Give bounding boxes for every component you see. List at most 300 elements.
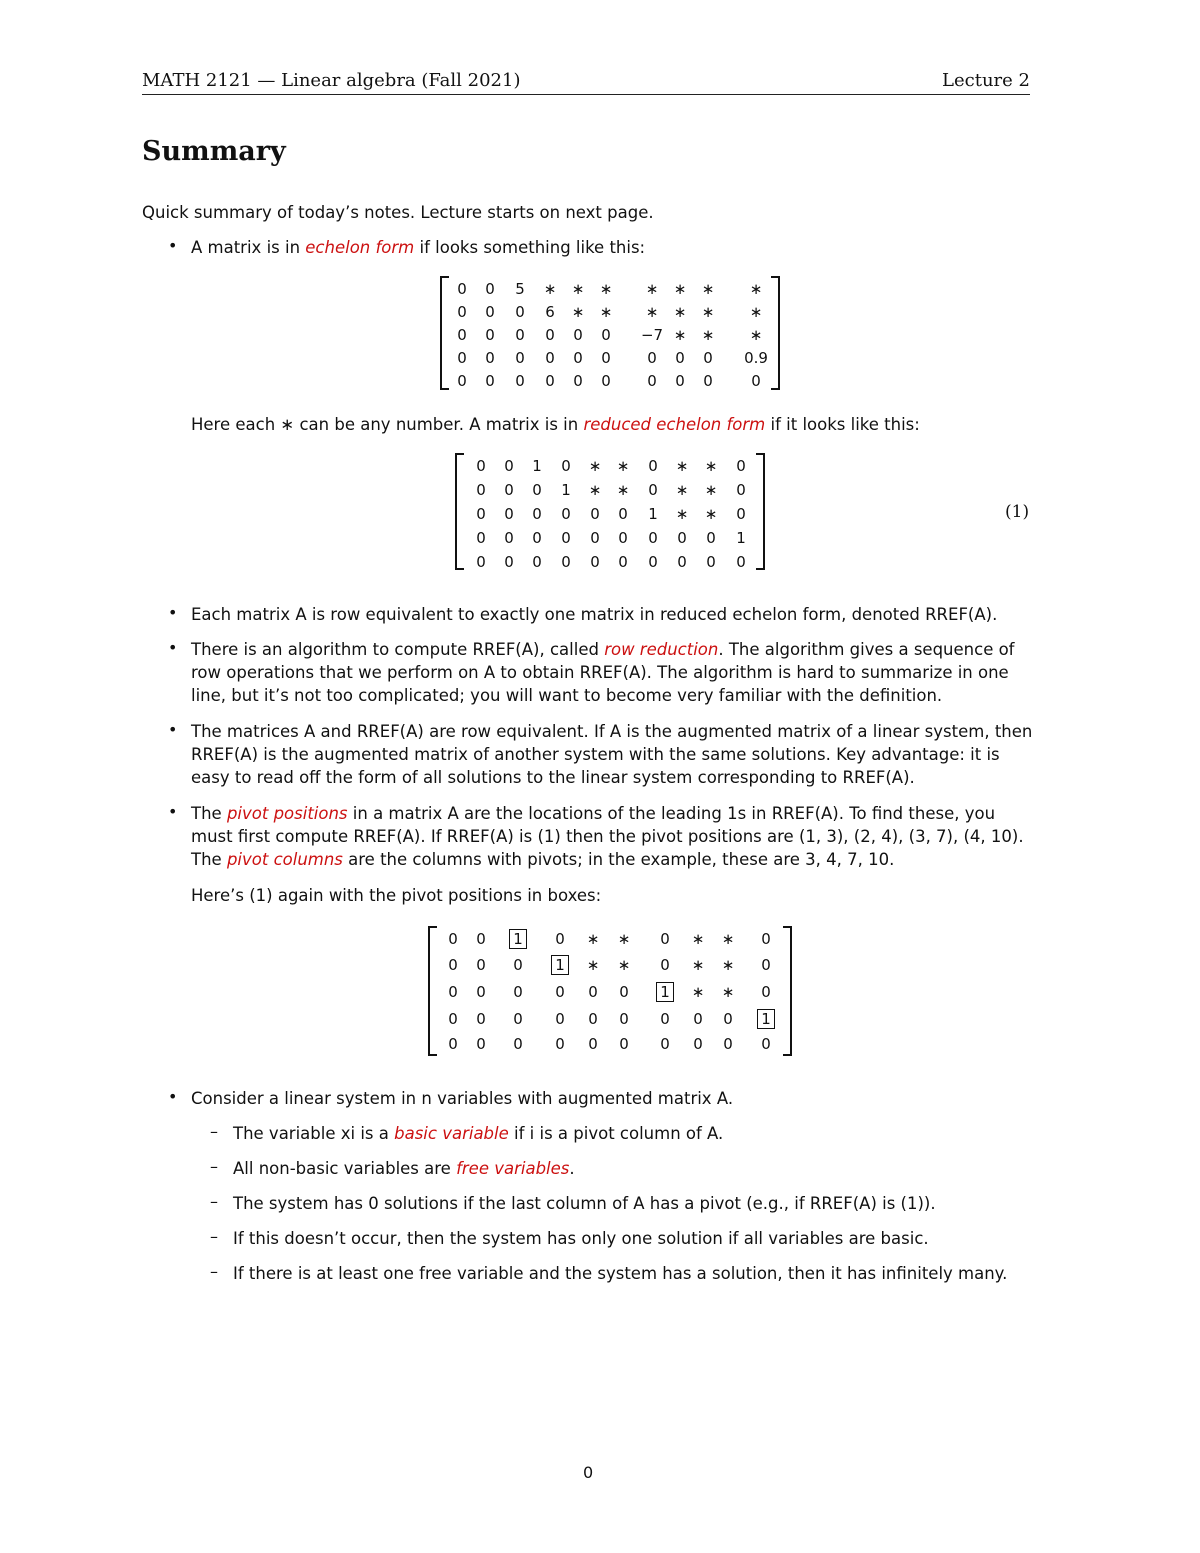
matrix-cell-value: 0 (476, 956, 486, 974)
matrix-cell (683, 1010, 713, 1028)
matrix-cell (726, 457, 756, 475)
matrix-cell-value: 0 (485, 303, 495, 321)
matrix-cell-value: 0 (513, 983, 523, 1001)
bullet-icon: • (168, 802, 178, 821)
matrix-cell-value: 0 (457, 326, 467, 344)
bullet-icon: • (168, 720, 178, 739)
matrix-cell-value: 0 (457, 349, 467, 367)
matrix-cell-value: ∗ (616, 457, 630, 475)
matrix-cell-value: 0 (619, 983, 629, 1001)
again-text: Here’s (1) again with the pivot positions in boxes: (191, 886, 602, 905)
matrix-cell-value: 0 (619, 1010, 629, 1028)
matrix-cell (665, 326, 695, 344)
matrix-cell (545, 930, 575, 948)
matrix-cell-value: 0 (675, 349, 685, 367)
matrix-cell (667, 505, 697, 523)
matrix-cell-value: 0 (660, 1010, 670, 1028)
bullet-echelon-post: if looks something like this: (414, 238, 646, 257)
matrix-cell (466, 983, 496, 1001)
matrix-cell (438, 1010, 468, 1028)
matrix-cell-value: ∗ (673, 326, 687, 344)
matrix-cell-value: 0 (513, 956, 523, 974)
matrix-cell (665, 280, 695, 298)
matrix-cell-value: 0 (693, 1035, 703, 1053)
matrix-cell-value: 1 (561, 481, 571, 499)
matrix-cell (578, 983, 608, 1001)
lecture-label: Lecture 2 (942, 70, 1030, 91)
matrix-cell-value: 0 (448, 930, 458, 948)
matrix-cell (466, 930, 496, 948)
matrix-cell-value: 0 (457, 280, 467, 298)
matrix-bracket-left (455, 453, 464, 570)
matrix-cell (522, 553, 552, 571)
matrix-cell-value: 0 (618, 553, 628, 571)
term-reduced-echelon-form: reduced echelon form (583, 415, 766, 434)
matrix-cell (637, 280, 667, 298)
matrix-cell-value: 0 (648, 529, 658, 547)
matrix-cell (580, 553, 610, 571)
matrix-cell (466, 529, 496, 547)
matrix-cell (447, 280, 477, 298)
matrix-cell-value: 5 (515, 280, 525, 298)
matrix-cell (683, 1035, 713, 1053)
matrix-cell-value: 0 (515, 303, 525, 321)
matrix-cell (466, 505, 496, 523)
matrix-cell-value: 0 (504, 457, 514, 475)
matrix-cell-value: 0.9 (744, 349, 768, 367)
matrix-cell (696, 457, 726, 475)
matrix-cell-value: ∗ (749, 280, 763, 298)
matrix-cell (683, 983, 713, 1001)
matrix-cell (563, 280, 593, 298)
matrix-cell-value: ∗ (617, 930, 631, 948)
matrix-cell-value: ∗ (588, 457, 602, 475)
matrix-cell-value: 0 (448, 956, 458, 974)
sub-free-variables (233, 1157, 1033, 1180)
matrix-cell (741, 303, 771, 321)
matrix-cell-value: ∗ (645, 303, 659, 321)
matrix-cell-value: 0 (485, 349, 495, 367)
term-pivot-columns: pivot columns (226, 850, 343, 869)
matrix-cell-value: 0 (648, 553, 658, 571)
matrix-cell (726, 553, 756, 571)
matrix-cell (494, 529, 524, 547)
after-matrix1-text (191, 413, 1036, 436)
matrix-cell-value: 1 (551, 955, 569, 975)
matrix-cell (726, 481, 756, 499)
matrix-cell-value: ∗ (645, 280, 659, 298)
matrix-cell-value: 0 (545, 372, 555, 390)
sub2-post: . (569, 1159, 575, 1178)
matrix-cell-value: ∗ (701, 303, 715, 321)
matrix-cell (591, 326, 621, 344)
matrix-cell-value: 0 (513, 1035, 523, 1053)
matrix-cell-value: ∗ (704, 505, 718, 523)
matrix-cell-value: 0 (761, 983, 771, 1001)
matrix-cell-value: 0 (601, 372, 611, 390)
matrix-cell (535, 303, 565, 321)
matrix-cell (696, 481, 726, 499)
matrix-cell (693, 326, 723, 344)
matrix-cell-value: 0 (660, 930, 670, 948)
matrix-cell (438, 930, 468, 948)
matrix-cell-value: 0 (736, 457, 746, 475)
matrix-cell (551, 553, 581, 571)
matrix-cell (503, 930, 533, 948)
matrix-cell-value: 0 (693, 1010, 703, 1028)
matrix-cell (494, 505, 524, 523)
matrix-cell-value: 0 (573, 349, 583, 367)
bullet-pivot-post: are the columns with pivots; in the example, these are 3, 4, 7, 10. (342, 850, 895, 869)
matrix-cell (683, 956, 713, 974)
matrix-cell (637, 303, 667, 321)
matrix-bracket-right (783, 926, 792, 1056)
matrix-cell (683, 930, 713, 948)
matrix-cell-value: 0 (647, 372, 657, 390)
matrix-cell-value: 0 (618, 529, 628, 547)
matrix-cell-value: 1 (648, 505, 658, 523)
matrix-cell (578, 930, 608, 948)
matrix-cell (578, 1035, 608, 1053)
matrix-cell-value: 1 (656, 982, 674, 1002)
matrix-cell-value: ∗ (673, 303, 687, 321)
matrix-cell-value: 0 (703, 372, 713, 390)
matrix-cell (665, 303, 695, 321)
matrix-cell (522, 457, 552, 475)
matrix-cell (447, 326, 477, 344)
matrix-cell-value: 0 (476, 1035, 486, 1053)
matrix-cell (667, 529, 697, 547)
matrix-cell (713, 1010, 743, 1028)
matrix-cell (563, 349, 593, 367)
matrix-cell-value: 0 (761, 1035, 771, 1053)
matrix-cell (475, 349, 505, 367)
matrix-cell-value: 0 (485, 372, 495, 390)
matrix-cell (741, 280, 771, 298)
sub-infinitely-many: If there is at least one free variable and the system has a solution, then it has infinitely many. (233, 1264, 1008, 1283)
matrix-cell-value: 0 (588, 1035, 598, 1053)
bullet-echelon-pre: A matrix is in (191, 238, 306, 257)
matrix-bracket-right (756, 453, 765, 570)
matrix-cell (751, 956, 781, 974)
matrix-cell-value: 0 (457, 303, 467, 321)
matrix-cell-value: 0 (513, 1010, 523, 1028)
matrix-cell (650, 1010, 680, 1028)
dash-icon: – (210, 1227, 218, 1246)
matrix-cell-value: 0 (590, 529, 600, 547)
term-basic-variable: basic variable (394, 1124, 509, 1143)
matrix-cell (505, 303, 535, 321)
matrix-cell-value: 0 (648, 457, 658, 475)
matrix-cell-value: ∗ (701, 280, 715, 298)
matrix-cell (696, 553, 726, 571)
matrix-cell-value: ∗ (543, 280, 557, 298)
matrix-cell (591, 303, 621, 321)
matrix-cell-value: ∗ (599, 280, 613, 298)
matrix-cell-value: 0 (573, 372, 583, 390)
bullet-icon: • (168, 236, 178, 255)
matrix-cell (563, 326, 593, 344)
matrix-cell (591, 280, 621, 298)
matrix-cell-value: 0 (504, 505, 514, 523)
matrix-cell (637, 349, 667, 367)
matrix-cell (713, 930, 743, 948)
matrix-cell (608, 505, 638, 523)
matrix-cell (551, 481, 581, 499)
matrix-cell (475, 303, 505, 321)
matrix-cell-value: ∗ (749, 326, 763, 344)
matrix-cell-value: ∗ (616, 481, 630, 499)
matrix-cell (638, 529, 668, 547)
header-rule (142, 94, 1030, 95)
matrix-cell (494, 481, 524, 499)
bullet-icon: • (168, 1087, 178, 1106)
matrix-cell-value: 1 (509, 929, 527, 949)
matrix-cell-value: 0 (476, 505, 486, 523)
course-header: MATH 2121 — Linear algebra (Fall 2021) (142, 70, 521, 91)
matrix-cell-value: 0 (515, 372, 525, 390)
matrix-cell (475, 372, 505, 390)
matrix-cell-value: 0 (532, 505, 542, 523)
matrix-cell-value: 0 (619, 1035, 629, 1053)
boxed-pivot-matrix (428, 926, 792, 1056)
matrix-cell (713, 956, 743, 974)
sub-zero-solutions: The system has 0 solutions if the last column of A has a pivot (e.g., if RREF(A) is (1)). (233, 1194, 936, 1213)
matrix-cell (693, 280, 723, 298)
matrix-cell (638, 553, 668, 571)
matrix-cell (535, 280, 565, 298)
matrix-cell (503, 1035, 533, 1053)
after-m1-post: if it looks like this: (765, 415, 920, 434)
term-row-reduction: row reduction (604, 640, 719, 659)
matrix-cell (713, 983, 743, 1001)
matrix-cell (522, 481, 552, 499)
matrix-cell-value: 0 (532, 529, 542, 547)
matrix-cell (522, 505, 552, 523)
matrix-cell-value: 0 (601, 349, 611, 367)
matrix-cell (580, 457, 610, 475)
dash-icon: – (210, 1122, 218, 1141)
matrix-cell-value: 0 (476, 930, 486, 948)
matrix-cell-value: 0 (476, 1010, 486, 1028)
matrix-cell (494, 553, 524, 571)
matrix-cell (650, 956, 680, 974)
matrix-cell (751, 1035, 781, 1053)
matrix-cell (466, 1035, 496, 1053)
matrix-cell (591, 372, 621, 390)
matrix-cell-value: ∗ (721, 956, 735, 974)
matrix-cell (580, 505, 610, 523)
matrix-cell (503, 956, 533, 974)
matrix-cell-value: ∗ (571, 280, 585, 298)
matrix-cell-value: −7 (640, 326, 664, 344)
matrix-cell (551, 529, 581, 547)
dash-icon: – (210, 1192, 218, 1211)
matrix-cell (591, 349, 621, 367)
matrix-cell-value: ∗ (586, 930, 600, 948)
bullet-linear-system: Consider a linear system in n variables with augmented matrix A. (191, 1089, 734, 1108)
matrix-cell (741, 349, 771, 367)
matrix-cell (466, 1010, 496, 1028)
matrix-cell-value: 0 (588, 1010, 598, 1028)
matrix-cell (505, 326, 535, 344)
matrix-cell-value: 0 (588, 983, 598, 1001)
sub-basic-variable (233, 1122, 1033, 1145)
matrix-cell (438, 956, 468, 974)
matrix-cell (505, 372, 535, 390)
matrix-cell-value: 1 (757, 1009, 775, 1029)
matrix-cell-value: 0 (751, 372, 761, 390)
sub1-pre: The variable xi is a (233, 1124, 395, 1143)
matrix-cell-value: 0 (675, 372, 685, 390)
matrix-cell (751, 983, 781, 1001)
matrix-cell-value: ∗ (691, 983, 705, 1001)
matrix-cell (609, 956, 639, 974)
bullet-algorithm-post: . The algorithm gives a sequence of row operations that we perform on A to obtain RREF(A). The algorithm is hard to summarize in one line, but it’s not too complicated; you will want to become very familiar with the definition. (191, 640, 1015, 705)
matrix-cell-value: ∗ (571, 303, 585, 321)
bullet-pivot-pre: The (191, 804, 227, 823)
matrix-cell-value: 0 (504, 529, 514, 547)
matrix-cell (713, 1035, 743, 1053)
intro-text: Quick summary of today’s notes. Lecture starts on next page. (142, 203, 654, 222)
matrix-cell-value: 0 (545, 349, 555, 367)
matrix-cell-value: 0 (660, 1035, 670, 1053)
matrix-cell (545, 956, 575, 974)
matrix-cell-value: 0 (601, 326, 611, 344)
matrix-cell-value: 0 (561, 505, 571, 523)
matrix-cell (667, 457, 697, 475)
matrix-cell (609, 930, 639, 948)
matrix-cell-value: 0 (618, 505, 628, 523)
matrix-cell-value: 0 (504, 553, 514, 571)
matrix-cell-value: 0 (476, 553, 486, 571)
dash-icon: – (210, 1157, 218, 1176)
matrix-cell (696, 529, 726, 547)
matrix-cell-value: 0 (736, 481, 746, 499)
matrix-cell-value: 0 (504, 481, 514, 499)
matrix-cell (438, 983, 468, 1001)
equation-number: (1) (1005, 502, 1030, 522)
matrix-cell (741, 326, 771, 344)
matrix-cell (522, 529, 552, 547)
matrix-cell (609, 1010, 639, 1028)
matrix-bracket-left (428, 926, 437, 1056)
matrix-cell (505, 280, 535, 298)
matrix-cell-value: 0 (677, 553, 687, 571)
matrix-cell-value: ∗ (721, 983, 735, 1001)
matrix-cell (696, 505, 726, 523)
matrix-cell-value: 6 (545, 303, 555, 321)
matrix-cell (637, 326, 667, 344)
matrix-cell (535, 326, 565, 344)
matrix-cell-value: 0 (723, 1010, 733, 1028)
matrix-cell (447, 349, 477, 367)
matrix-cell (563, 372, 593, 390)
matrix-cell-value: ∗ (617, 956, 631, 974)
matrix-cell (667, 481, 697, 499)
matrix-cell-value: ∗ (588, 481, 602, 499)
bullet-echelon (191, 236, 1036, 259)
matrix-cell (608, 553, 638, 571)
matrix-cell-value: 0 (485, 280, 495, 298)
matrix-cell (466, 956, 496, 974)
matrix-cell-value: 0 (555, 1010, 565, 1028)
matrix-cell (650, 983, 680, 1001)
matrix-cell-value: 0 (476, 481, 486, 499)
matrix-cell (608, 457, 638, 475)
matrix-cell (609, 1035, 639, 1053)
bullet-icon: • (168, 638, 178, 657)
matrix-cell-value: 0 (590, 505, 600, 523)
term-free-variables: free variables (456, 1159, 570, 1178)
matrix-cell (551, 505, 581, 523)
matrix-cell (693, 372, 723, 390)
matrix-cell (726, 529, 756, 547)
matrix-cell (475, 280, 505, 298)
matrix-cell (609, 983, 639, 1001)
matrix-cell-value: 0 (660, 956, 670, 974)
matrix-cell-value: 0 (761, 956, 771, 974)
matrix-cell-value: ∗ (691, 956, 705, 974)
matrix-cell (505, 349, 535, 367)
matrix-cell (494, 457, 524, 475)
matrix-cell (580, 529, 610, 547)
matrix-cell-value: 0 (647, 349, 657, 367)
matrix-cell (650, 1035, 680, 1053)
matrix-cell-value: ∗ (701, 326, 715, 344)
matrix-cell-value: ∗ (599, 303, 613, 321)
matrix-cell (447, 372, 477, 390)
matrix-cell (438, 1035, 468, 1053)
bullet-pivot-mid: in a matrix A are the locations of the leading 1s in RREF(A). To find these, you must first compute RREF(A). If RREF(A) is (1) then the pivot positions are (1, 3), (2, 4), (3, 7), (4, 10). The (191, 804, 1024, 869)
bullet-algorithm (191, 638, 1036, 707)
matrix-cell-value: ∗ (586, 956, 600, 974)
matrix-bracket-right (771, 276, 780, 390)
matrix-cell-value: 0 (573, 326, 583, 344)
matrix-cell-value: 0 (706, 529, 716, 547)
bullet-pivot-positions (191, 802, 1036, 871)
matrix-cell-value: ∗ (691, 930, 705, 948)
matrix-cell-value: 0 (561, 529, 571, 547)
term-echelon-form: echelon form (305, 238, 415, 257)
matrix-cell (475, 326, 505, 344)
bullet-augmented: The matrices A and RREF(A) are row equivalent. If A is the augmented matrix of a linear system, then RREF(A) is the augmented matrix of another system with the same solutions. Key advantage: it is easy to read off the form of all solutions to the linear system corresponding to RREF(A). (191, 722, 1033, 787)
matrix-cell-value: 0 (545, 326, 555, 344)
matrix-cell-value: ∗ (675, 481, 689, 499)
matrix-cell-value: 0 (515, 326, 525, 344)
matrix-cell-value: 0 (532, 481, 542, 499)
matrix-cell-value: 0 (736, 505, 746, 523)
matrix-cell-value: 1 (736, 529, 746, 547)
matrix-cell (741, 372, 771, 390)
matrix-cell-value: ∗ (704, 457, 718, 475)
matrix-cell (466, 481, 496, 499)
matrix-cell (693, 303, 723, 321)
echelon-matrix (440, 276, 780, 390)
matrix-cell (726, 505, 756, 523)
matrix-cell-value: 0 (476, 457, 486, 475)
page-number: 0 (583, 1463, 594, 1482)
matrix-cell (693, 349, 723, 367)
matrix-cell (665, 372, 695, 390)
matrix-cell (466, 457, 496, 475)
matrix-cell-value: 1 (532, 457, 542, 475)
matrix-cell (447, 303, 477, 321)
after-m1-pre: Here each ∗ can be any number. A matrix is in (191, 415, 584, 434)
matrix-cell-value: 0 (761, 930, 771, 948)
matrix-cell-value: 0 (723, 1035, 733, 1053)
matrix-cell-value: 0 (476, 983, 486, 1001)
